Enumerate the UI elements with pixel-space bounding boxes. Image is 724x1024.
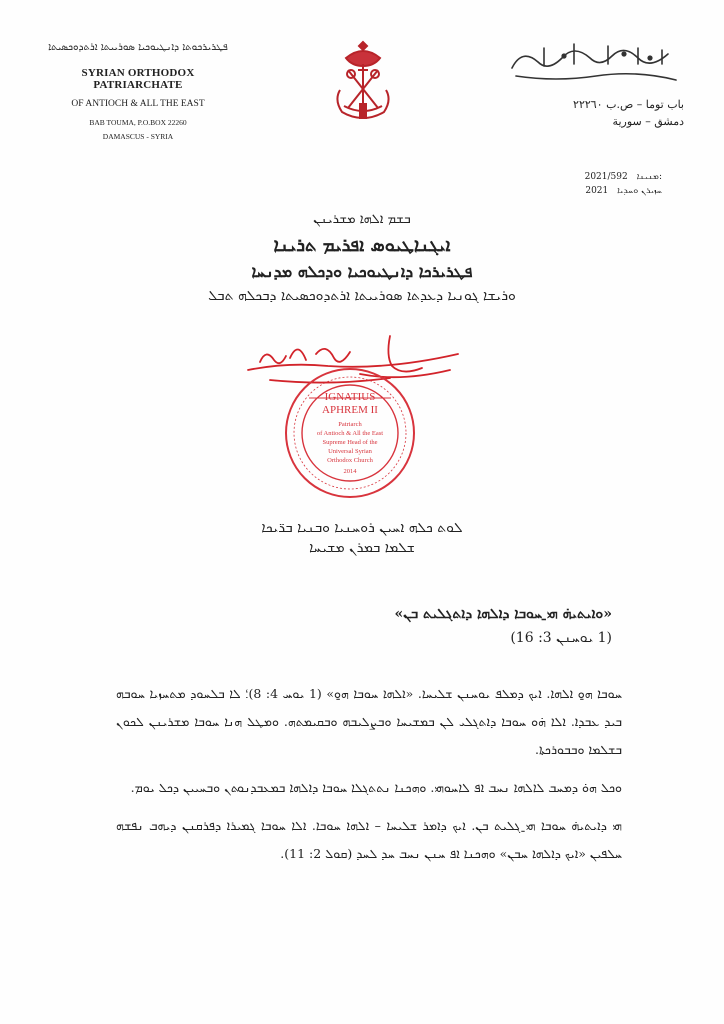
letterhead-right [504, 38, 684, 128]
body-paragraph-1: ܚܘܒܐ ܗ̱ܘ ܐܠܗܐ. ܐܝܟ ܕܡܠܦ ܝܘܚܢܢ ܫܠܝܚܐ. «ܐܠܗܐ ܚܘܒܐ ܗ̱ܘ» (1 ܝܘܚ 4: 8)؛ ܠܐ ܒܠܚܘܕ ܡܬܚܙܝܐ ܚܘܒܗ ܒܝܕ ܥܒܕܐ. ܐܠܐ ܗ̇ܘ ܚܘܒܐ ܕܐܬܓܠܝ ܠܢ ܒܡܫܝܚܐ ܘܒܨܠܝܒܗ ܘܒܩܝܡܬܗ. ܘܡܛܠ ܗܢܐ ܚܘܒܐ ܡܫܪܝܢܢ ܠܟܘܢ ܒܫܠܡܐ ܘܒܒܘܪܟܬܐ. [116, 686, 622, 757]
seal-year: 2014 [343, 468, 357, 475]
body-paragraph-2: ܘܟܠ ܗܘ̇ ܕܡܚܒ ܠܐܠܗܐ ܢܚܒ ܐܦ ܠܐܚܘܗܝ. ܘܗܟܢܐ ܢܬܬܓܠܐ ܚܘܒܐ ܕܐܠܗܐ ܒܡܥܒܕܢܘܬܢ ܘܒܚܝܝܢ ܕܟܠ ܝܘܡ. [130, 780, 622, 795]
seal-text-line4: Universal Syrian [328, 448, 372, 455]
letterhead-address-line2: DAMASCUS - SYRIA [102, 132, 174, 141]
letterhead-left [38, 42, 238, 141]
seal-text-line3: Supreme Head of the [322, 439, 378, 446]
title-line-1: ܒܫܡ ܐܠܗܐ ܡܫܪܝܢܢ [313, 212, 411, 227]
body-paragraph-3: ܗܝ ܕܐܝܬܝܗ̇ ܚܘܒܐ ܗ̱ܝ ܓܠܝܬ ܒܢ. ܐܝܟ ܕܐܡܪ ܫܠܝܚܐ – ܐܠܗܐ ܚܘܒܐ. ܐܠܐ ܚܘܒܐ ܓܡܝܪܐ ܕܦܪܩܢܢ ܕܝܗܒ ܢܦܫܗ ܚܠܦܝܢ «ܐܝܟ ܕܐܠܗܐ ܚܒܢ» ܘܗܟܢܐ ܐܦ ܚܢܢ ܢܚܒ ܚܕ ܠܚܕ (ܩܘܠ 2: 11). [116, 818, 622, 861]
seal-text-line5: Orthodox Church [327, 457, 373, 464]
letterhead-org-name: SYRIAN ORTHODOX PATRIARCHATE [81, 67, 195, 91]
reference-date-value: 2021 [585, 186, 609, 196]
seal-name-line2: APHREM II [322, 404, 378, 416]
addressee-line-1: ܠܘܬ ܟܠܗ ܐܚܝܢ ܪܘܚܢܝܐ ܘܒܢܝܐ ܒܪ̈ܝܟܐ [261, 520, 463, 536]
title-line-2: ܐܝܓܢܐܛܝܘܣ ܐܦܪܝܡ ܬܪܝܢܐ [273, 235, 451, 256]
arabic-calligraphy-logo-icon [504, 38, 684, 86]
letterhead-address-line1: BAB TOUMA, P.O.BOX 22260 [89, 118, 187, 127]
scripture-quote-reference: (1 ܝܘܚܢܢ 3: 16) [510, 630, 612, 646]
title-line-4: ܘܪܝܫܐ ܓܘܢܝܐ ܕܥܕܬܐ ܣܘܪܝܝܬܐ ܐܪܬܕܘܟܣܝܬܐ ܕܒܟܠܗ ܬܒܠ [208, 288, 516, 304]
reference-number-label: ܡܢܝܢܐ: [636, 172, 662, 182]
reference-number-value: 2021/592 [584, 172, 628, 182]
letterhead-org-subtitle: OF ANTIOCH & ALL THE EAST [71, 99, 205, 109]
letterhead-syriac-text: ܦܛܪܝܪܟܘܬܐ ܕܐܢܛܝܘܟܝܐ ܣܘܪܝܝܬܐ ܐܪܬܕܘܟܣܝܬܐ [48, 42, 228, 53]
patriarchal-seal-icon [283, 366, 417, 500]
addressee-line-2: ܫܠܡܐ ܒܡܪܢ ܡܫܝܚܐ [309, 540, 415, 556]
scripture-quote-text: «ܘܐܝܬܝܗ̇ ܗ̱ܝ ܚܘܒܐ ܕܐܠܗܐ ܕܐܬܓܠܝܬ ܒܢ» [394, 606, 612, 622]
seal-text-line1: Patriarch [338, 421, 362, 428]
reference-block [585, 170, 662, 198]
reference-date-label: ܚܙܝܪܢ ܘܚܕܝܐ [617, 186, 662, 196]
letterhead-arabic-address-line2: دمشق – سورية [612, 115, 684, 128]
patriarchal-emblem-icon [318, 34, 408, 124]
letter-body [116, 680, 622, 878]
addressee-block [60, 520, 664, 556]
reference-number-row [585, 170, 662, 184]
reference-date-row [585, 184, 662, 198]
title-line-3: ܦܛܪܝܪܟܐ ܕܐܢܛܝܘܟܝܐ ܘܕܟܠܗ ܡܕܢܚܐ [251, 262, 473, 281]
seal-text-line2: of Antioch & All the East [316, 430, 384, 437]
scripture-quote [92, 606, 612, 646]
letterhead-arabic-address-line1: باب توما – ص.ب ٢٢٢٦٠ [573, 98, 684, 111]
title-block [60, 212, 664, 304]
seal-name-line1: IGNATIUS [324, 391, 376, 403]
